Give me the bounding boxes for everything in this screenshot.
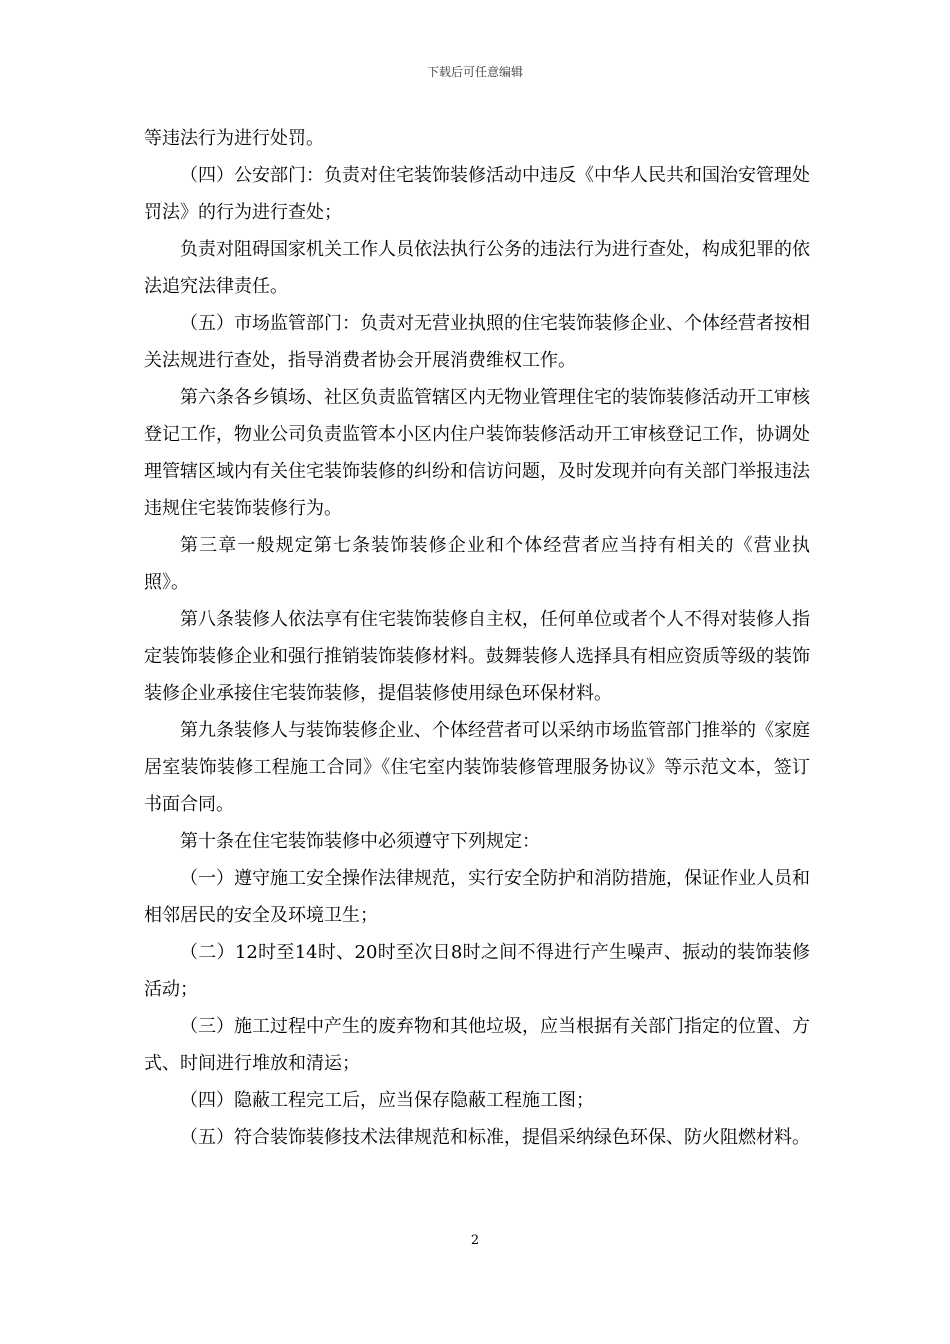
paragraph: 第三章一般规定第七条装饰装修企业和个体经营者应当持有相关的《营业执照》。 <box>144 535 810 593</box>
paragraph: 负责对阻碍国家机关工作人员依法执行公务的违法行为进行查处，构成犯罪的依法追究法律责任。 <box>144 239 810 297</box>
paragraph: （五）符合装饰装修技术法律规范和标准，提倡采纳绿色环保、防火阻燃材料。 <box>180 1127 810 1148</box>
page-number: 2 <box>470 1233 480 1248</box>
paragraph: 等违法行为进行处罚。 <box>144 128 324 149</box>
page-header: 下载后可任意编辑 <box>426 65 523 79</box>
paragraph: 第十条在住宅装饰装修中必须遵守下列规定： <box>180 831 540 852</box>
paragraph: 第八条装修人依法享有住宅装饰装修自主权，任何单位或者个人不得对装修人指定装饰装修企业和强行推销装饰装修材料。鼓舞装修人选择具有相应资质等级的装饰装修企业承接住宅装饰装修，提倡装修使用绿色环保材料。 <box>144 609 810 704</box>
paragraph: （五）市场监管部门：负责对无营业执照的住宅装饰装修企业、个体经营者按相关法规进行查处，指导消费者协会开展消费维权工作。 <box>144 313 810 371</box>
document-body <box>144 120 810 1156</box>
paragraph: （一）遵守施工安全操作法律规范，实行安全防护和消防措施，保证作业人员和相邻居民的安全及环境卫生； <box>144 868 810 926</box>
paragraph: （四）隐蔽工程完工后，应当保存隐蔽工程施工图； <box>180 1090 594 1111</box>
paragraph: （四）公安部门：负责对住宅装饰装修活动中违反《中华人民共和国治安管理处罚法》的行为进行查处； <box>144 165 810 223</box>
paragraph: （二）12时至14时、20时至次日8时之间不得进行产生噪声、振动的装饰装修活动； <box>144 942 810 1000</box>
paragraph: （三）施工过程中产生的废弃物和其他垃圾，应当根据有关部门指定的位置、方式、时间进行堆放和清运； <box>144 1016 810 1074</box>
paragraph: 第九条装修人与装饰装修企业、个体经营者可以采纳市场监管部门推举的《家庭居室装饰装修工程施工合同》《住宅室内装饰装修管理服务协议》等示范文本，签订书面合同。 <box>144 720 810 815</box>
paragraph: 第六条各乡镇场、社区负责监管辖区内无物业管理住宅的装饰装修活动开工审核登记工作，物业公司负责监管本小区内住户装饰装修活动开工审核登记工作，协调处理管辖区域内有关住宅装饰装修的纠纷和信访问题，及时发现并向有关部门举报违法违规住宅装饰装修行为。 <box>144 387 810 519</box>
